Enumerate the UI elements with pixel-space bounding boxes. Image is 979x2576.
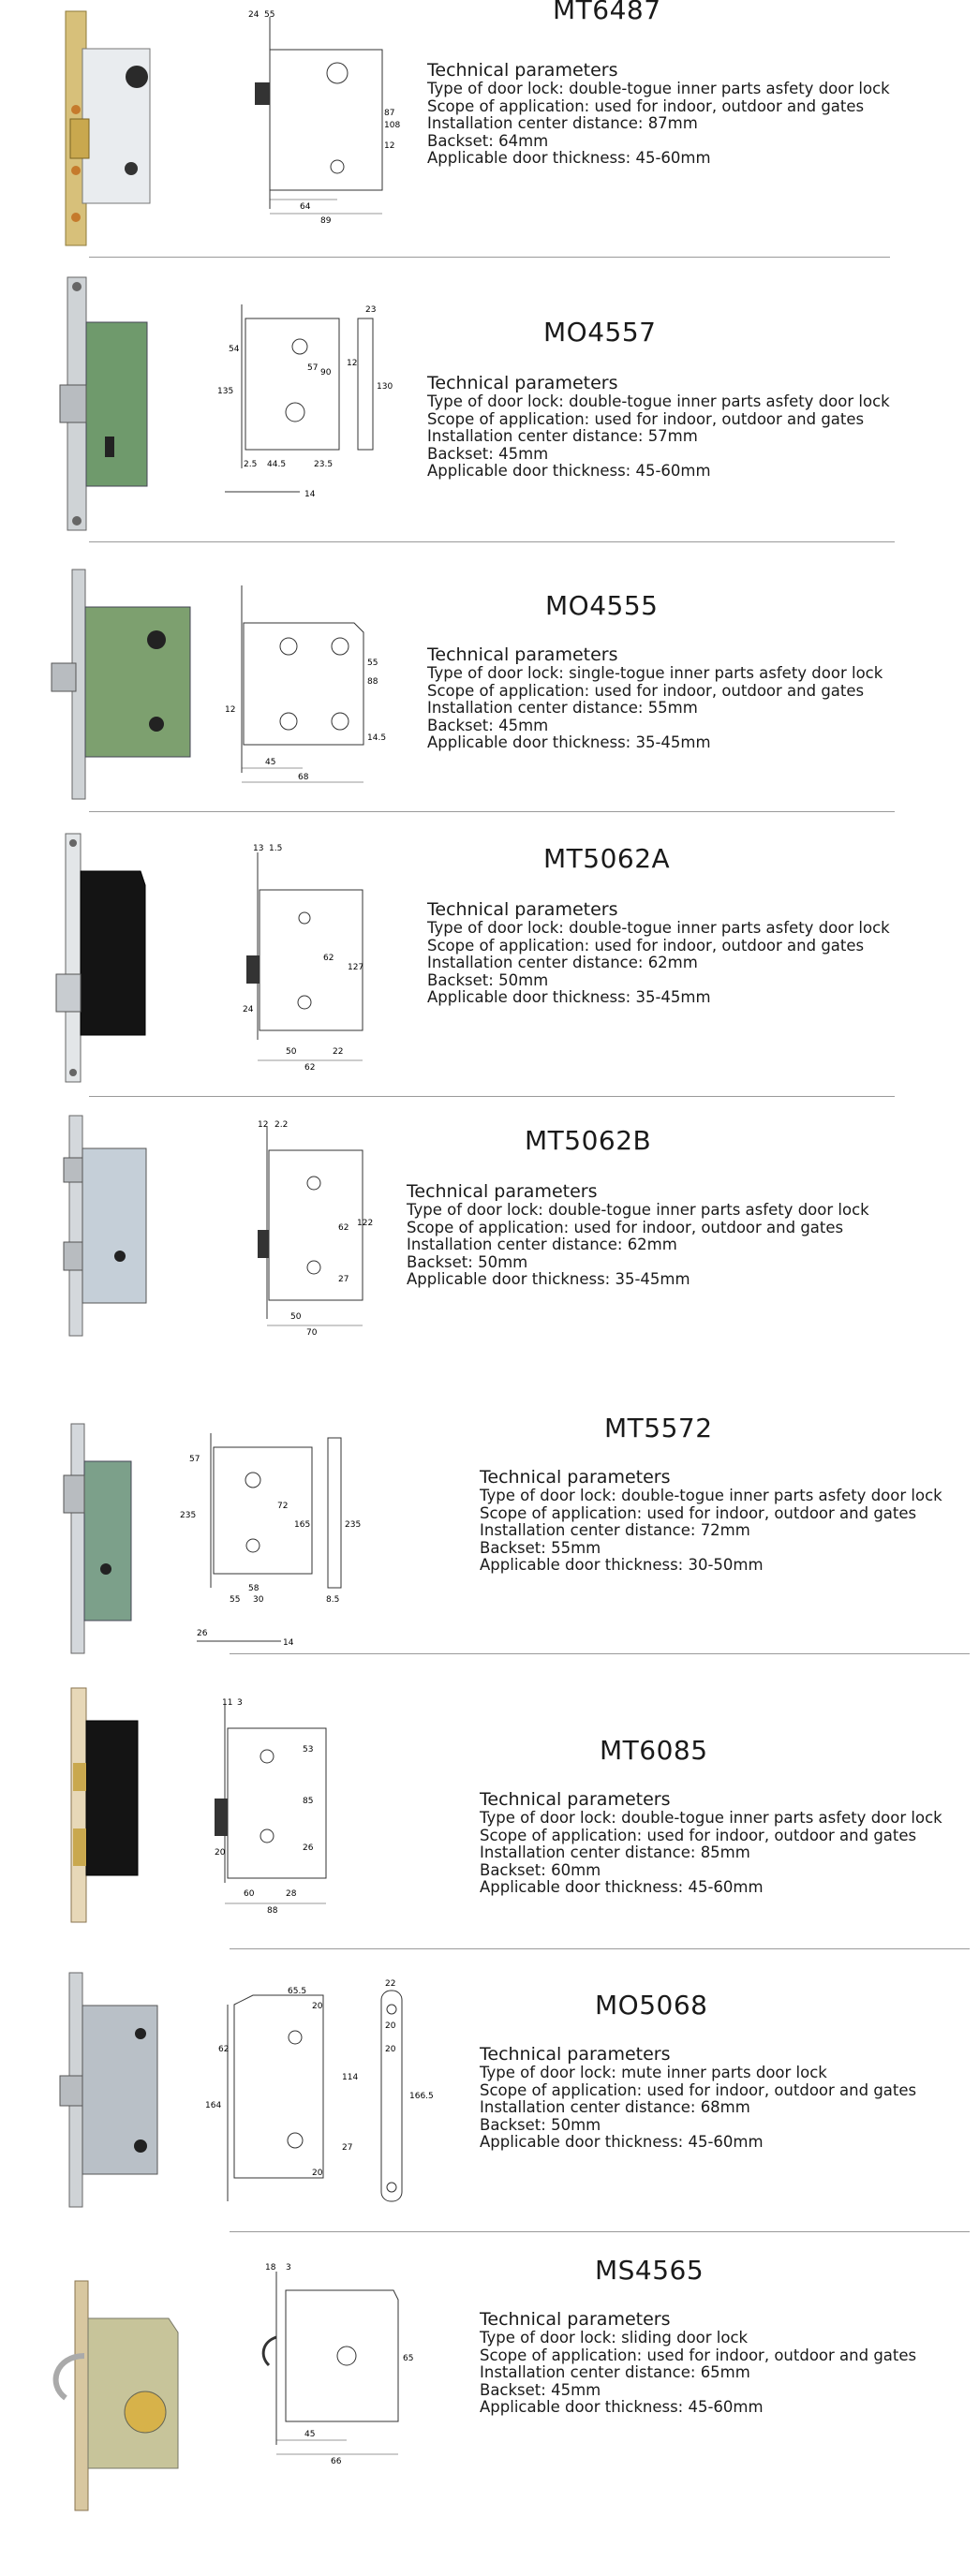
backset-value: 50mm <box>551 2115 601 2134</box>
dim-label: 65 <box>403 2354 414 2363</box>
lock-type-value: double-togue inner parts asfety door lock <box>569 919 890 937</box>
center-distance-value: 65mm <box>700 2363 750 2382</box>
lock-photo <box>64 1116 157 1345</box>
parameters-heading: Technical parameters <box>480 1789 671 1810</box>
dim-label: 2.2 <box>274 1120 289 1130</box>
dim-label: 23 <box>365 305 377 315</box>
dim-label: 50 <box>290 1312 302 1322</box>
center-distance-value: 85mm <box>700 1843 750 1862</box>
technical-parameters <box>427 373 890 481</box>
section-divider <box>89 257 890 258</box>
dim-label: 135 <box>217 387 234 396</box>
lock-type-value: mute inner parts door lock <box>621 2064 827 2081</box>
door-thickness-value: 30-50mm <box>688 1556 764 1575</box>
dim-label: 58 <box>248 1584 260 1593</box>
door-thickness-value: 35-45mm <box>635 988 711 1007</box>
dim-label: 3 <box>237 1698 243 1708</box>
center-distance-value: 87mm <box>647 114 698 133</box>
technical-drawing <box>178 1424 393 1667</box>
parameters-heading: Technical parameters <box>427 373 618 393</box>
technical-parameters <box>480 2309 916 2417</box>
dim-label: 22 <box>385 1979 396 1989</box>
lock-photo <box>56 11 159 259</box>
dim-label: 65.5 <box>288 1987 307 1996</box>
lock-photo <box>56 834 159 1096</box>
dim-label: 89 <box>320 216 332 226</box>
param-row: Backset: 45mm <box>427 716 549 734</box>
dim-label: 24 <box>248 10 260 20</box>
dim-label: 54 <box>229 345 240 354</box>
dim-label: 122 <box>357 1219 374 1228</box>
dim-label: 20 <box>385 2021 396 2031</box>
product-section-mt6085 <box>0 1677 979 1958</box>
param-row: Installation center distance: 57mm <box>427 427 698 446</box>
param-row: Installation center distance: 62mm <box>427 954 698 972</box>
lock-photo <box>66 1688 150 1932</box>
dim-label: 12 <box>258 1120 269 1130</box>
technical-parameters <box>427 899 890 1007</box>
technical-drawing <box>230 843 389 1087</box>
dim-label: 13 <box>253 844 264 853</box>
door-thickness-value: 45-60mm <box>635 149 711 168</box>
section-divider <box>230 1653 970 1654</box>
dim-label: 62 <box>323 954 334 963</box>
product-model-title: MO4557 <box>543 317 657 348</box>
dim-label: 11 <box>222 1698 233 1708</box>
dim-label: 165 <box>294 1520 311 1530</box>
dim-label: 62 <box>338 1223 349 1233</box>
door-thickness-value: 35-45mm <box>635 733 711 752</box>
dim-label: 70 <box>306 1328 318 1338</box>
lock-type-value: double-togue inner parts asfety door lock <box>569 392 890 410</box>
dim-label: 45 <box>265 758 276 767</box>
scope-value: used for indoor, outdoor and gates <box>646 2080 917 2099</box>
param-row: Applicable door thickness: 45-60mm <box>427 149 711 168</box>
technical-parameters <box>480 1467 942 1575</box>
dim-label: 108 <box>384 121 401 130</box>
dim-label: 12 <box>225 705 236 715</box>
param-row: Applicable door thickness: 45-60mm <box>427 462 711 481</box>
dim-label: 66 <box>331 2457 342 2466</box>
lock-type-value: single-togue inner parts asfety door lock <box>569 664 883 682</box>
parameters-heading: Technical parameters <box>407 1181 598 1202</box>
dim-label: 8.5 <box>326 1595 340 1605</box>
backset-value: 50mm <box>498 970 549 989</box>
param-row: Installation center distance: 85mm <box>480 1843 750 1862</box>
technical-drawing <box>215 300 403 515</box>
param-row: Type of door lock: double-togue inner parts asfety door lock <box>407 1201 869 1219</box>
scope-value: used for indoor, outdoor and gates <box>646 2346 917 2364</box>
dim-label: 88 <box>367 677 378 687</box>
dim-label: 62 <box>218 2045 230 2054</box>
param-row: Scope of application: used for indoor, outdoor and gates <box>480 2346 917 2364</box>
product-model-title: MO5068 <box>595 1990 708 2021</box>
backset-value: 64mm <box>498 131 549 150</box>
dim-label: 68 <box>298 773 309 782</box>
param-row: Type of door lock: double-togue inner parts asfety door lock <box>427 392 890 410</box>
dim-label: 45 <box>304 2430 316 2439</box>
parameters-heading: Technical parameters <box>480 2044 671 2065</box>
product-model-title: MT5062A <box>543 843 671 874</box>
product-section-mt5572 <box>0 1405 979 1686</box>
section-divider <box>230 2231 970 2232</box>
section-divider <box>89 541 895 542</box>
dim-label: 130 <box>377 382 393 392</box>
technical-drawing <box>201 1976 445 2220</box>
dim-label: 2.5 <box>244 460 258 469</box>
section-divider <box>89 811 895 812</box>
technical-parameters <box>407 1181 869 1289</box>
product-section-mo4555 <box>0 562 979 815</box>
param-row: Backset: 45mm <box>480 2380 601 2399</box>
section-divider <box>89 1096 895 1097</box>
dim-label: 27 <box>342 2143 353 2153</box>
param-row: Scope of application: used for indoor, outdoor and gates <box>427 681 865 700</box>
dim-label: 28 <box>286 1889 297 1899</box>
dim-label: 14 <box>283 1638 294 1648</box>
dim-label: 26 <box>303 1843 314 1853</box>
product-model-title: MT5572 <box>604 1413 713 1443</box>
backset-value: 60mm <box>551 1860 601 1879</box>
param-row: Installation center distance: 68mm <box>480 2098 750 2117</box>
technical-drawing <box>234 7 401 242</box>
dim-label: 12 <box>347 359 358 368</box>
dim-label: 14 <box>304 490 316 499</box>
lock-type-value: double-togue inner parts asfety door lock <box>621 1809 942 1827</box>
center-distance-value: 72mm <box>700 1521 750 1540</box>
dim-label: 114 <box>342 2073 359 2082</box>
param-row: Type of door lock: double-togue inner parts asfety door lock <box>427 80 890 97</box>
product-section-ms4565 <box>0 2243 979 2576</box>
product-model-title: MT6487 <box>553 0 661 25</box>
dim-label: 53 <box>303 1745 314 1754</box>
door-thickness-value: 45-60mm <box>688 2133 764 2152</box>
dim-label: 20 <box>312 2002 323 2011</box>
product-model-title: MS4565 <box>595 2255 705 2286</box>
door-thickness-value: 45-60mm <box>688 2398 764 2417</box>
technical-drawing <box>248 2262 426 2487</box>
lock-photo <box>52 570 201 813</box>
dim-label: 20 <box>215 1848 226 1858</box>
dim-label: 22 <box>333 1047 344 1057</box>
param-row: Scope of application: used for indoor, outdoor and gates <box>427 409 865 428</box>
technical-drawing <box>223 581 387 806</box>
param-row: Applicable door thickness: 30-50mm <box>480 1556 764 1575</box>
scope-value: used for indoor, outdoor and gates <box>594 681 865 700</box>
dim-label: 50 <box>286 1047 297 1057</box>
scope-value: used for indoor, outdoor and gates <box>573 1218 844 1236</box>
dim-label: 166.5 <box>409 2092 434 2101</box>
center-distance-value: 57mm <box>647 427 698 446</box>
param-row: Installation center distance: 62mm <box>407 1236 677 1254</box>
lock-type-value: double-togue inner parts asfety door lock <box>569 80 890 97</box>
param-row: Type of door lock: sliding door lock <box>480 2329 749 2347</box>
backset-value: 55mm <box>551 1538 601 1557</box>
lock-photo <box>58 1973 171 2216</box>
param-row: Applicable door thickness: 45-60mm <box>480 2398 764 2417</box>
param-row: Type of door lock: double-togue inner parts asfety door lock <box>480 1487 942 1504</box>
dim-label: 64 <box>300 202 311 212</box>
param-row: Applicable door thickness: 35-45mm <box>427 988 711 1007</box>
dim-label: 72 <box>277 1502 289 1511</box>
param-row: Installation center distance: 87mm <box>427 114 698 133</box>
param-row: Scope of application: used for indoor, outdoor and gates <box>427 936 865 955</box>
dim-label: 24 <box>243 1005 254 1014</box>
dim-label: 90 <box>320 368 332 378</box>
dim-label: 23.5 <box>314 460 334 469</box>
scope-value: used for indoor, outdoor and gates <box>594 936 865 955</box>
dim-label: 55 <box>367 659 378 668</box>
technical-parameters <box>427 644 883 752</box>
door-thickness-value: 45-60mm <box>635 462 711 481</box>
backset-value: 45mm <box>498 444 549 463</box>
section-divider <box>230 1948 970 1949</box>
dim-label: 87 <box>384 109 395 118</box>
parameters-heading: Technical parameters <box>480 1467 671 1488</box>
param-row: Applicable door thickness: 35-45mm <box>407 1270 690 1289</box>
lock-type-value: sliding door lock <box>621 2329 749 2347</box>
param-row: Backset: 55mm <box>480 1538 601 1557</box>
dim-label: 20 <box>385 2045 396 2054</box>
param-row: Backset: 64mm <box>427 131 549 150</box>
dim-label: 30 <box>253 1595 264 1605</box>
param-row: Type of door lock: double-togue inner parts asfety door lock <box>427 919 890 937</box>
product-model-title: MO4555 <box>545 590 659 621</box>
dim-label: 235 <box>180 1511 197 1520</box>
lock-type-value: double-togue inner parts asfety door lock <box>548 1201 869 1219</box>
param-row: Backset: 50mm <box>427 970 549 989</box>
center-distance-value: 55mm <box>647 699 698 718</box>
product-section-mt5062a <box>0 824 979 1105</box>
parameters-heading: Technical parameters <box>427 644 618 665</box>
param-row: Type of door lock: mute inner parts door lock <box>480 2064 827 2081</box>
param-row: Scope of application: used for indoor, outdoor and gates <box>427 96 865 115</box>
technical-parameters <box>427 60 890 168</box>
dim-label: 88 <box>267 1906 278 1916</box>
dim-label: 57 <box>189 1455 200 1464</box>
dim-label: 12 <box>384 141 395 151</box>
scope-value: used for indoor, outdoor and gates <box>594 96 865 115</box>
param-row: Installation center distance: 72mm <box>480 1521 750 1540</box>
backset-value: 50mm <box>478 1252 528 1271</box>
param-row: Installation center distance: 55mm <box>427 699 698 718</box>
dim-label: 85 <box>303 1797 314 1806</box>
technical-drawing <box>239 1118 398 1342</box>
dim-label: 14.5 <box>367 733 387 743</box>
dim-label: 60 <box>244 1889 255 1899</box>
param-row: Applicable door thickness: 35-45mm <box>427 733 711 752</box>
parameters-heading: Technical parameters <box>427 899 618 920</box>
scope-value: used for indoor, outdoor and gates <box>646 1826 917 1844</box>
backset-value: 45mm <box>551 2380 601 2399</box>
dim-label: 1.5 <box>269 844 283 853</box>
lock-photo <box>58 277 161 540</box>
param-row: Applicable door thickness: 45-60mm <box>480 2133 764 2152</box>
dim-label: 235 <box>345 1520 362 1530</box>
param-row: Scope of application: used for indoor, outdoor and gates <box>480 2080 917 2099</box>
product-model-title: MT6085 <box>600 1735 708 1766</box>
center-distance-value: 62mm <box>627 1236 677 1254</box>
param-row: Backset: 50mm <box>407 1252 528 1271</box>
technical-drawing <box>201 1695 361 1939</box>
product-section-mo4557 <box>0 272 979 543</box>
product-model-title: MT5062B <box>525 1125 652 1156</box>
lock-photo <box>64 1424 148 1667</box>
param-row: Installation center distance: 65mm <box>480 2363 750 2382</box>
dim-label: 164 <box>205 2101 222 2110</box>
dim-label: 44.5 <box>267 460 287 469</box>
parameters-heading: Technical parameters <box>480 2309 671 2330</box>
product-section-mt5062b <box>0 1110 979 1354</box>
center-distance-value: 68mm <box>700 2098 750 2117</box>
dim-label: 26 <box>197 1629 208 1638</box>
param-row: Type of door lock: double-togue inner parts asfety door lock <box>480 1809 942 1827</box>
dim-label: 55 <box>264 10 275 20</box>
param-row: Scope of application: used for indoor, outdoor and gates <box>480 1503 917 1522</box>
param-row: Scope of application: used for indoor, outdoor and gates <box>407 1218 844 1236</box>
param-row: Backset: 60mm <box>480 1860 601 1879</box>
parameters-heading: Technical parameters <box>427 60 618 81</box>
dim-label: 27 <box>338 1275 349 1284</box>
dim-label: 18 <box>265 2263 276 2273</box>
param-row: Backset: 50mm <box>480 2115 601 2134</box>
product-section-mo5068 <box>0 1967 979 2239</box>
backset-value: 45mm <box>498 716 549 734</box>
product-section-mt6487 <box>0 0 979 258</box>
door-thickness-value: 45-60mm <box>688 1878 764 1897</box>
dim-label: 127 <box>348 963 364 972</box>
lock-photo <box>37 2281 197 2534</box>
dim-label: 62 <box>304 1063 316 1073</box>
param-row: Backset: 45mm <box>427 444 549 463</box>
dim-label: 55 <box>230 1595 241 1605</box>
dim-label: 57 <box>307 363 319 373</box>
door-thickness-value: 35-45mm <box>615 1270 690 1289</box>
center-distance-value: 62mm <box>647 954 698 972</box>
scope-value: used for indoor, outdoor and gates <box>594 409 865 428</box>
dim-label: 3 <box>286 2263 291 2273</box>
technical-parameters <box>480 2044 916 2152</box>
scope-value: used for indoor, outdoor and gates <box>646 1503 917 1522</box>
lock-type-value: double-togue inner parts asfety door lock <box>621 1487 942 1504</box>
param-row: Applicable door thickness: 45-60mm <box>480 1878 764 1897</box>
param-row: Scope of application: used for indoor, outdoor and gates <box>480 1826 917 1844</box>
param-row: Type of door lock: single-togue inner parts asfety door lock <box>427 664 883 682</box>
technical-parameters <box>480 1789 942 1897</box>
dim-label: 20 <box>312 2169 323 2178</box>
